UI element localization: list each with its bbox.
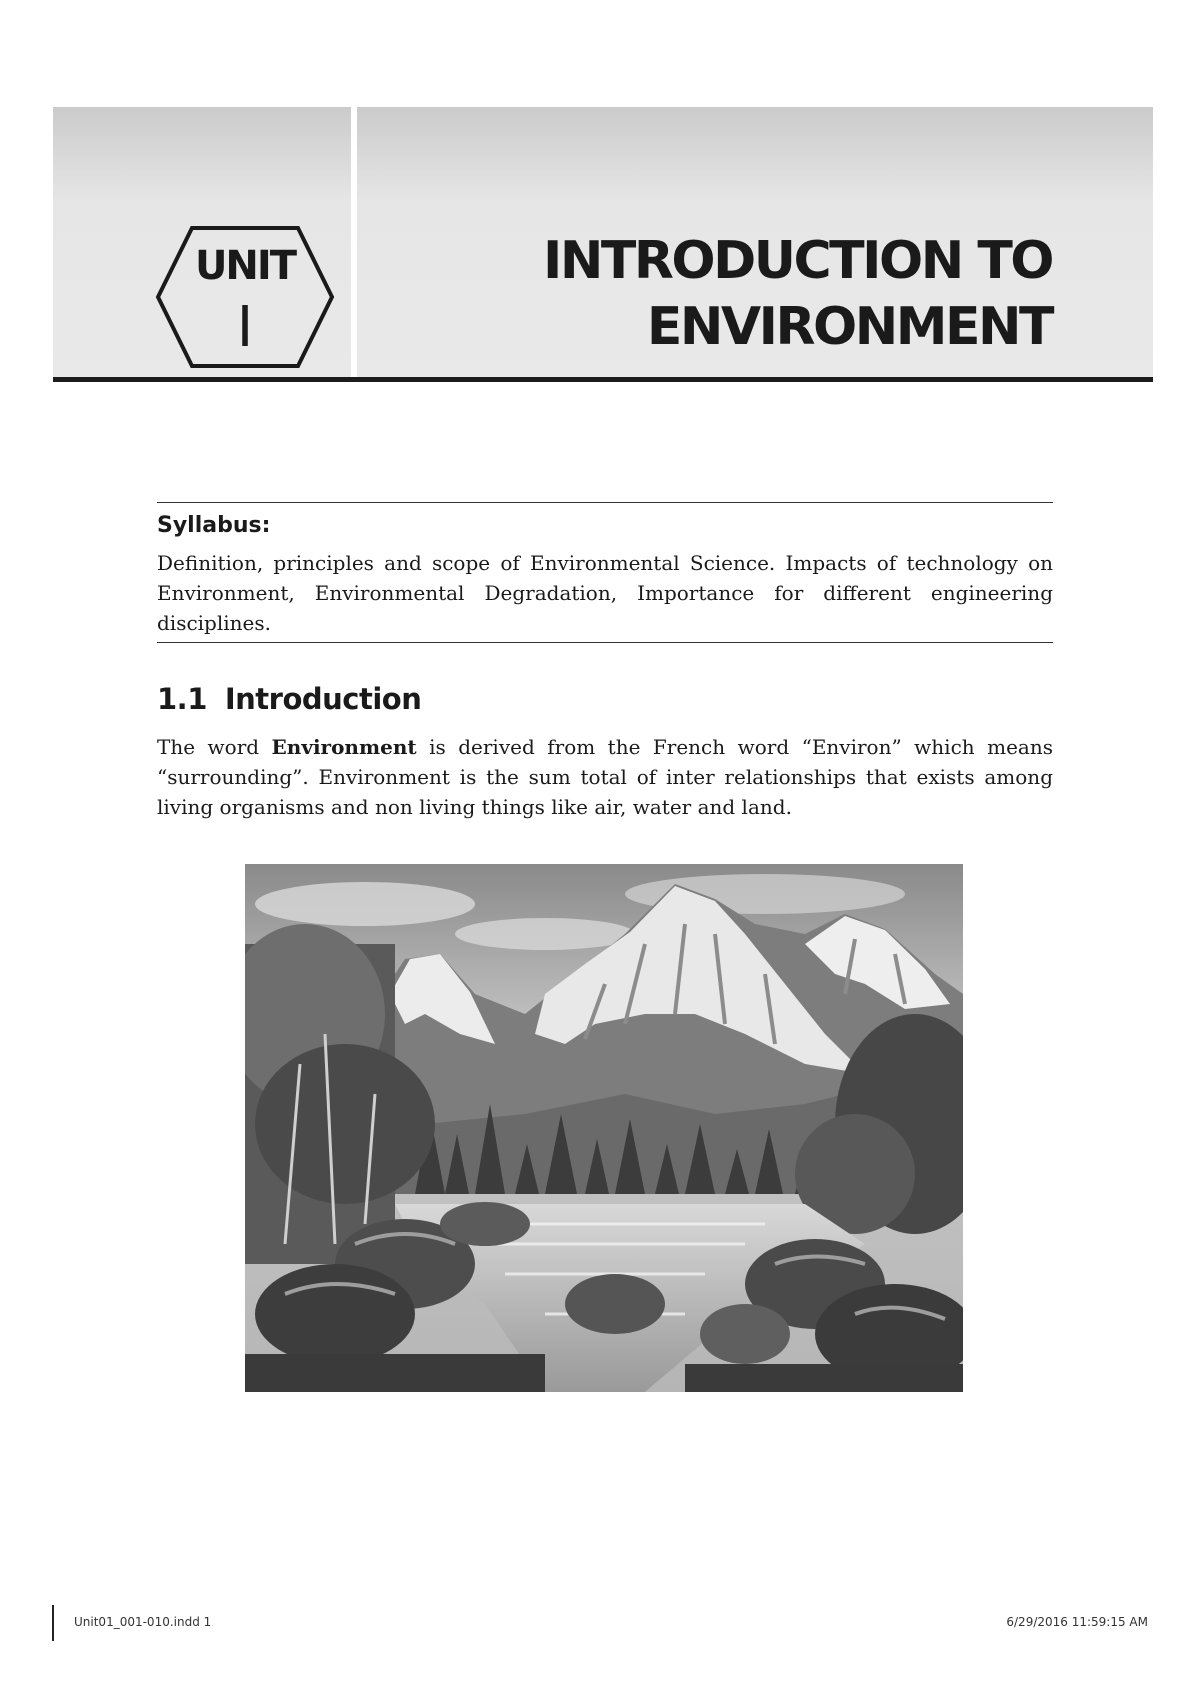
syllabus-text: Definition, principles and scope of Environmental Science. Impacts of technology on Environment, Environmental Degradation, Importance for different engineering disciplines.	[157, 551, 1053, 635]
mountain-landscape-illustration	[245, 864, 963, 1392]
footer-timestamp: 6/29/2016 11:59:15 AM	[1006, 1615, 1148, 1629]
chapter-title-line-1: INTRODUCTION TO	[543, 231, 1052, 291]
section-title: Introduction	[224, 682, 422, 716]
header-underline	[53, 377, 1153, 382]
footer-crop-mark	[52, 1605, 54, 1641]
chapter-title	[543, 228, 1052, 360]
syllabus-top-rule	[157, 502, 1053, 503]
unit-number: I	[236, 295, 254, 360]
intro-paragraph	[157, 732, 1053, 822]
syllabus-bottom-rule	[157, 642, 1053, 643]
para-bold-term: Environment	[271, 735, 417, 759]
unit-badge	[155, 225, 335, 370]
syllabus-heading: Syllabus:	[157, 513, 271, 538]
footer-file-name: Unit01_001-010.indd 1	[74, 1615, 212, 1629]
section-number: 1.1	[157, 682, 207, 716]
para-text-2: is derived from the French word “Environ” which means “surrounding”. Environment is the sum total of inter relationships that exists among living organisms and non living things like air, water and land.	[157, 735, 1053, 819]
section-heading	[157, 682, 421, 716]
unit-label: UNIT	[194, 243, 296, 289]
chapter-title-line-2: ENVIRONMENT	[646, 297, 1052, 357]
para-text-1: The word	[157, 735, 272, 759]
